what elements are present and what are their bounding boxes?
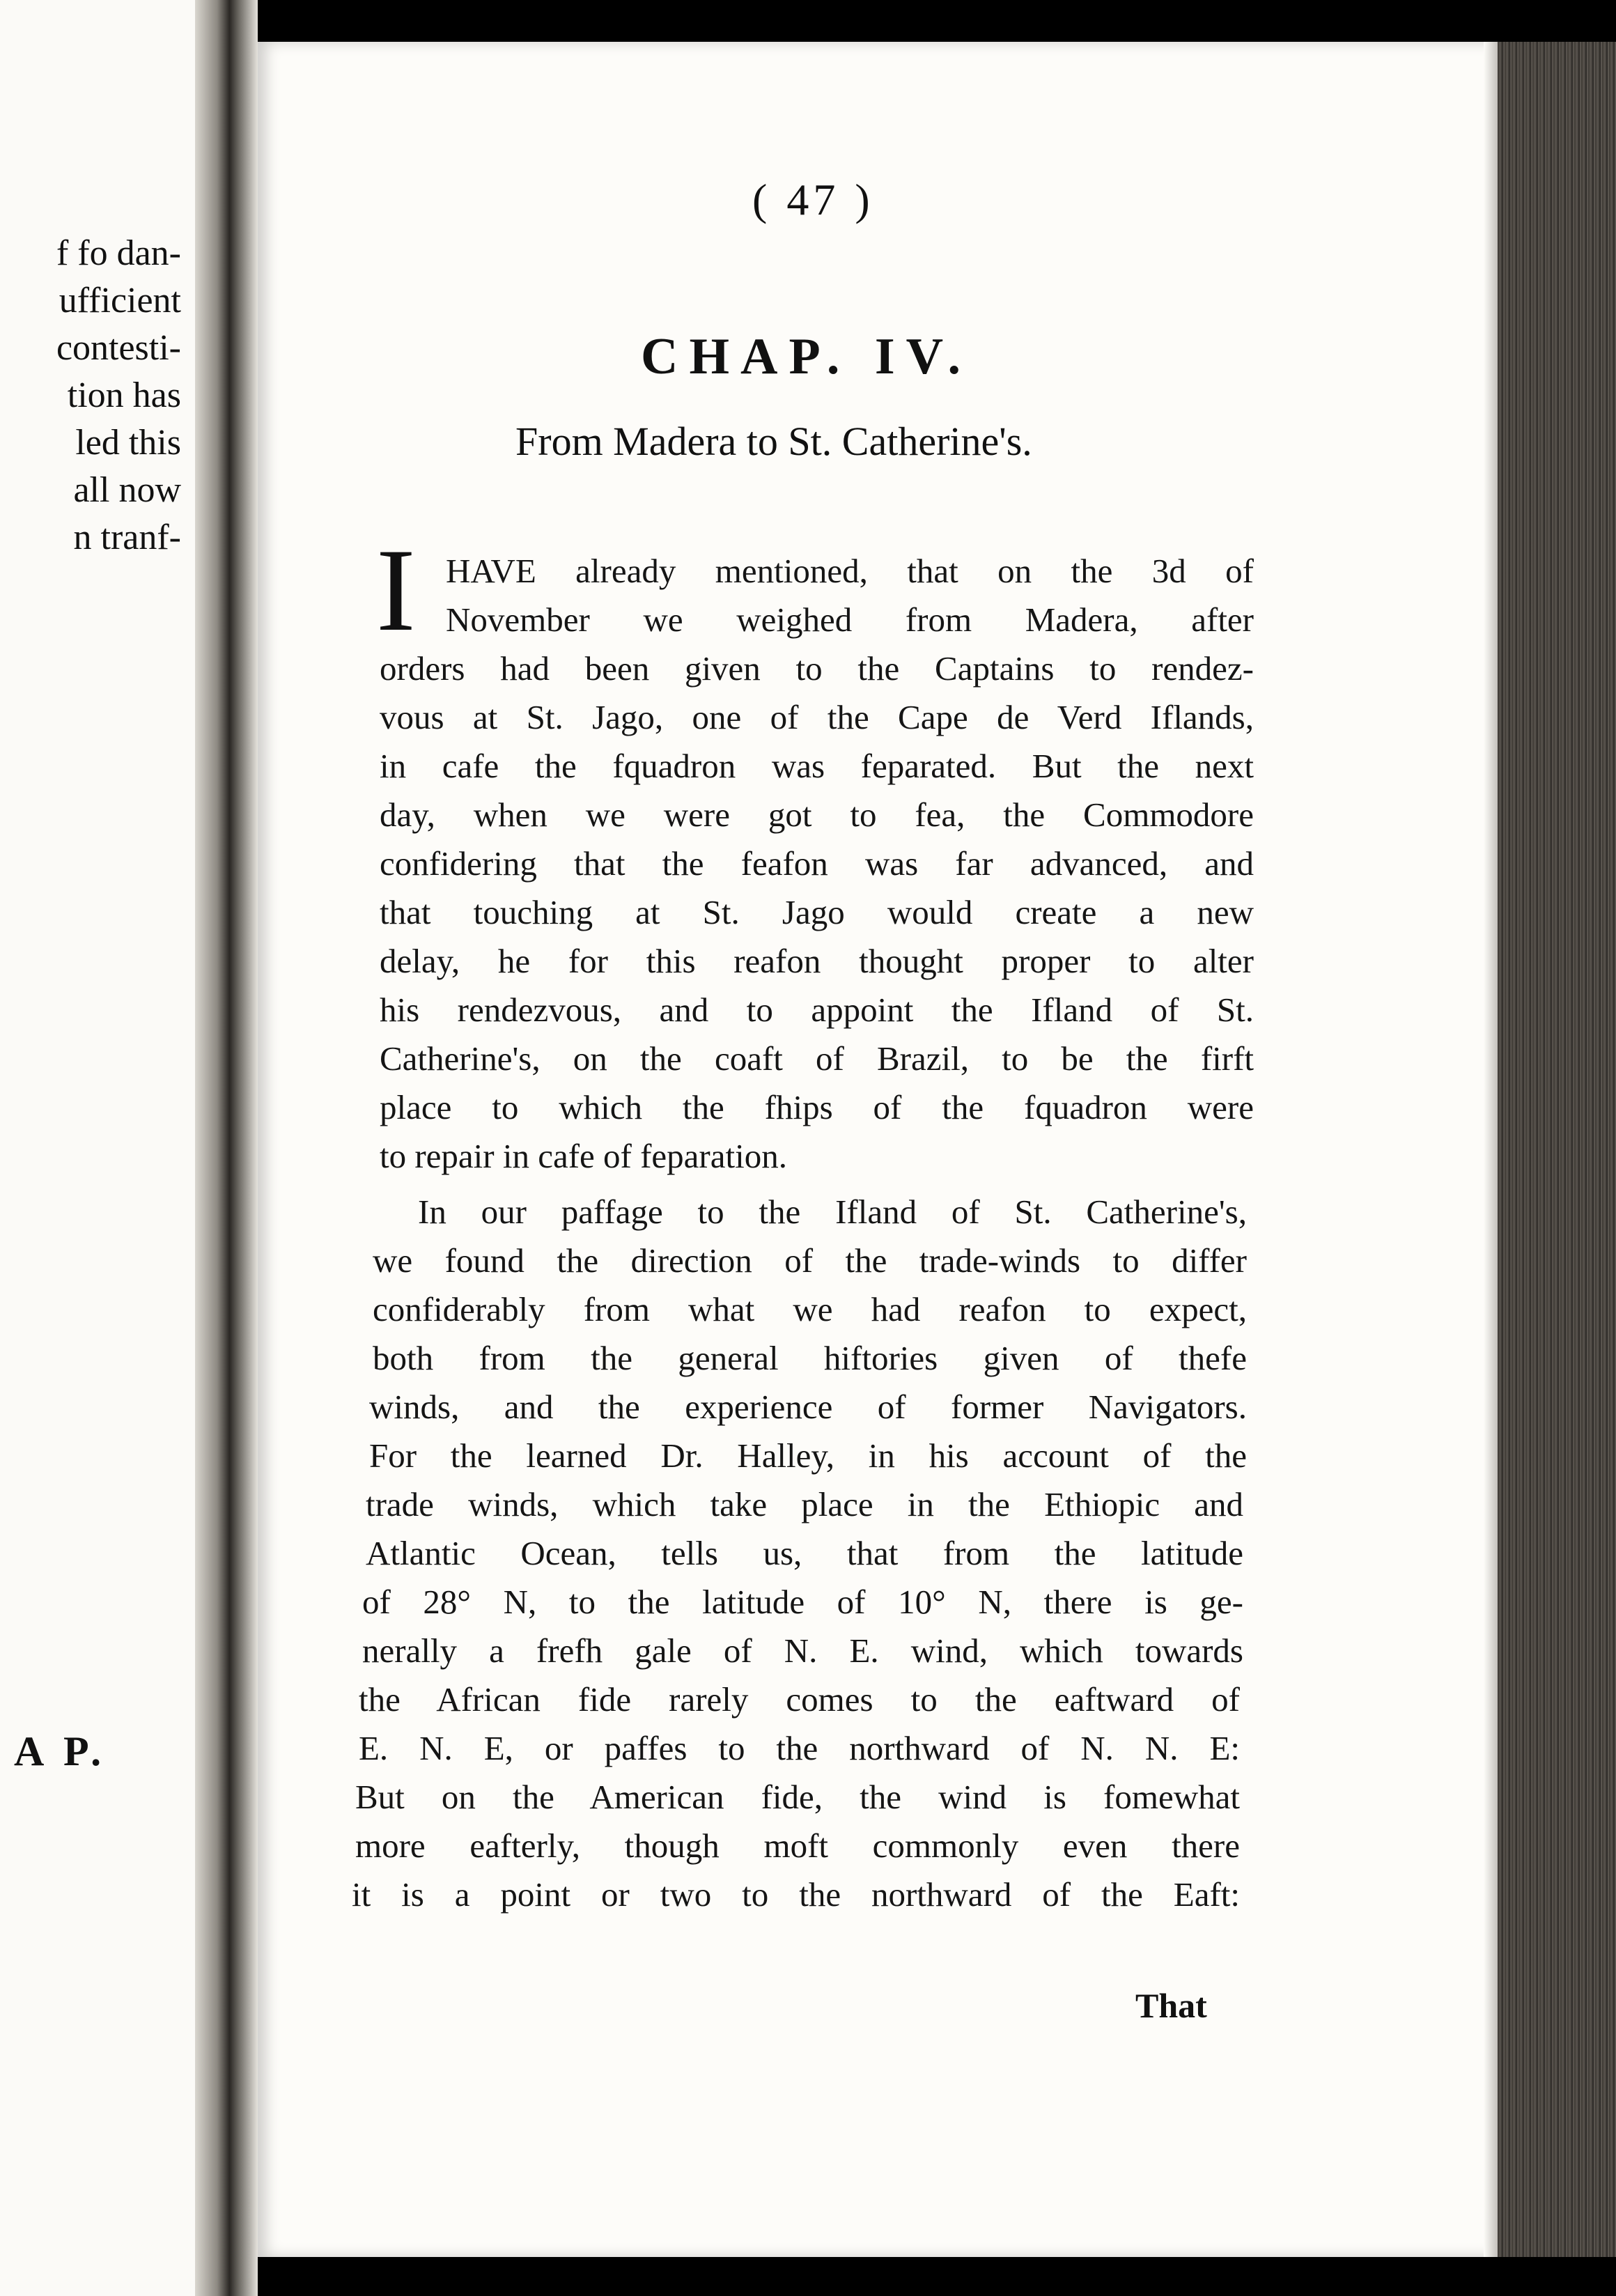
body-line: place to which the fhips of the fquadron were — [380, 1088, 1254, 1126]
body-line: the African fide rarely comes to the eaftward of — [359, 1680, 1240, 1719]
body-line: Atlantic Ocean, tells us, that from the latitude — [366, 1534, 1243, 1572]
drop-cap: I — [376, 525, 416, 656]
chapter-title: CHAP. IV. — [641, 328, 972, 385]
body-line: we found the direction of the trade-winds to differ — [373, 1241, 1247, 1280]
body-line: it is a point or two to the northward of the Eaft: — [352, 1875, 1240, 1914]
chapter-subtitle: From Madera to St. Catherine's. — [515, 419, 1032, 464]
previous-page — [0, 0, 223, 2296]
body-line: delay, he for this reafon thought proper to alter — [380, 942, 1254, 980]
book-gutter — [195, 0, 258, 2296]
body-line: Catherine's, on the coaft of Brazil, to be the firft — [380, 1039, 1254, 1078]
left-line: contesti- — [56, 328, 181, 368]
body-line: more eafterly, though moft commonly even there — [355, 1826, 1240, 1865]
left-line: tion has — [67, 375, 181, 415]
body-line: his rendezvous, and to appoint the Ifland of St. — [380, 991, 1254, 1029]
left-page-footer: A P. — [14, 1728, 107, 1774]
body-line: In our paffage to the Ifland of St. Catherine's, — [418, 1193, 1247, 1231]
left-line: f fo dan- — [56, 233, 181, 273]
body-line: winds, and the experience of former Navigators. — [369, 1388, 1247, 1426]
body-line: in cafe the fquadron was feparated. But the next — [380, 747, 1254, 785]
body-line: November we weighed from Madera, after — [446, 600, 1254, 639]
body-line: For the learned Dr. Halley, in his account of the — [369, 1436, 1247, 1475]
left-line: led this — [75, 423, 181, 463]
body-line: confidering that the feafon was far advanced, and — [380, 844, 1254, 883]
body-line: that touching at St. Jago would create a new — [380, 893, 1254, 931]
body-line: day, when we were got to fea, the Commodore — [380, 796, 1254, 834]
catchword: That — [1135, 1986, 1207, 2025]
body-line: trade winds, which take place in the Ethiopic and — [366, 1485, 1243, 1523]
body-line: vous at St. Jago, one of the Cape de Verd Iflands, — [380, 698, 1254, 736]
body-line: HAVE already mentioned, that on the 3d of — [446, 552, 1254, 590]
left-line: all now — [73, 470, 181, 510]
body-line: nerally a frefh gale of N. E. wind, which towards — [362, 1631, 1243, 1670]
body-line: both from the general hiftories given of thefe — [373, 1339, 1247, 1377]
book-fore-edge — [1498, 42, 1616, 2257]
page-number: ( 47 ) — [752, 175, 874, 224]
body-line: of 28° N, to the latitude of 10° N, there is ge- — [362, 1583, 1243, 1621]
body-line: confiderably from what we had reafon to expect, — [373, 1290, 1247, 1328]
body-line: E. N. E, or paffes to the northward of N. N. E: — [359, 1729, 1240, 1767]
body-line: orders had been given to the Captains to rendez- — [380, 649, 1254, 688]
body-line: But on the American fide, the wind is fomewhat — [355, 1778, 1240, 1816]
left-line: n tranf- — [73, 518, 181, 557]
body-line: to repair in cafe of feparation. — [380, 1137, 787, 1175]
left-line: ufficient — [59, 281, 181, 320]
